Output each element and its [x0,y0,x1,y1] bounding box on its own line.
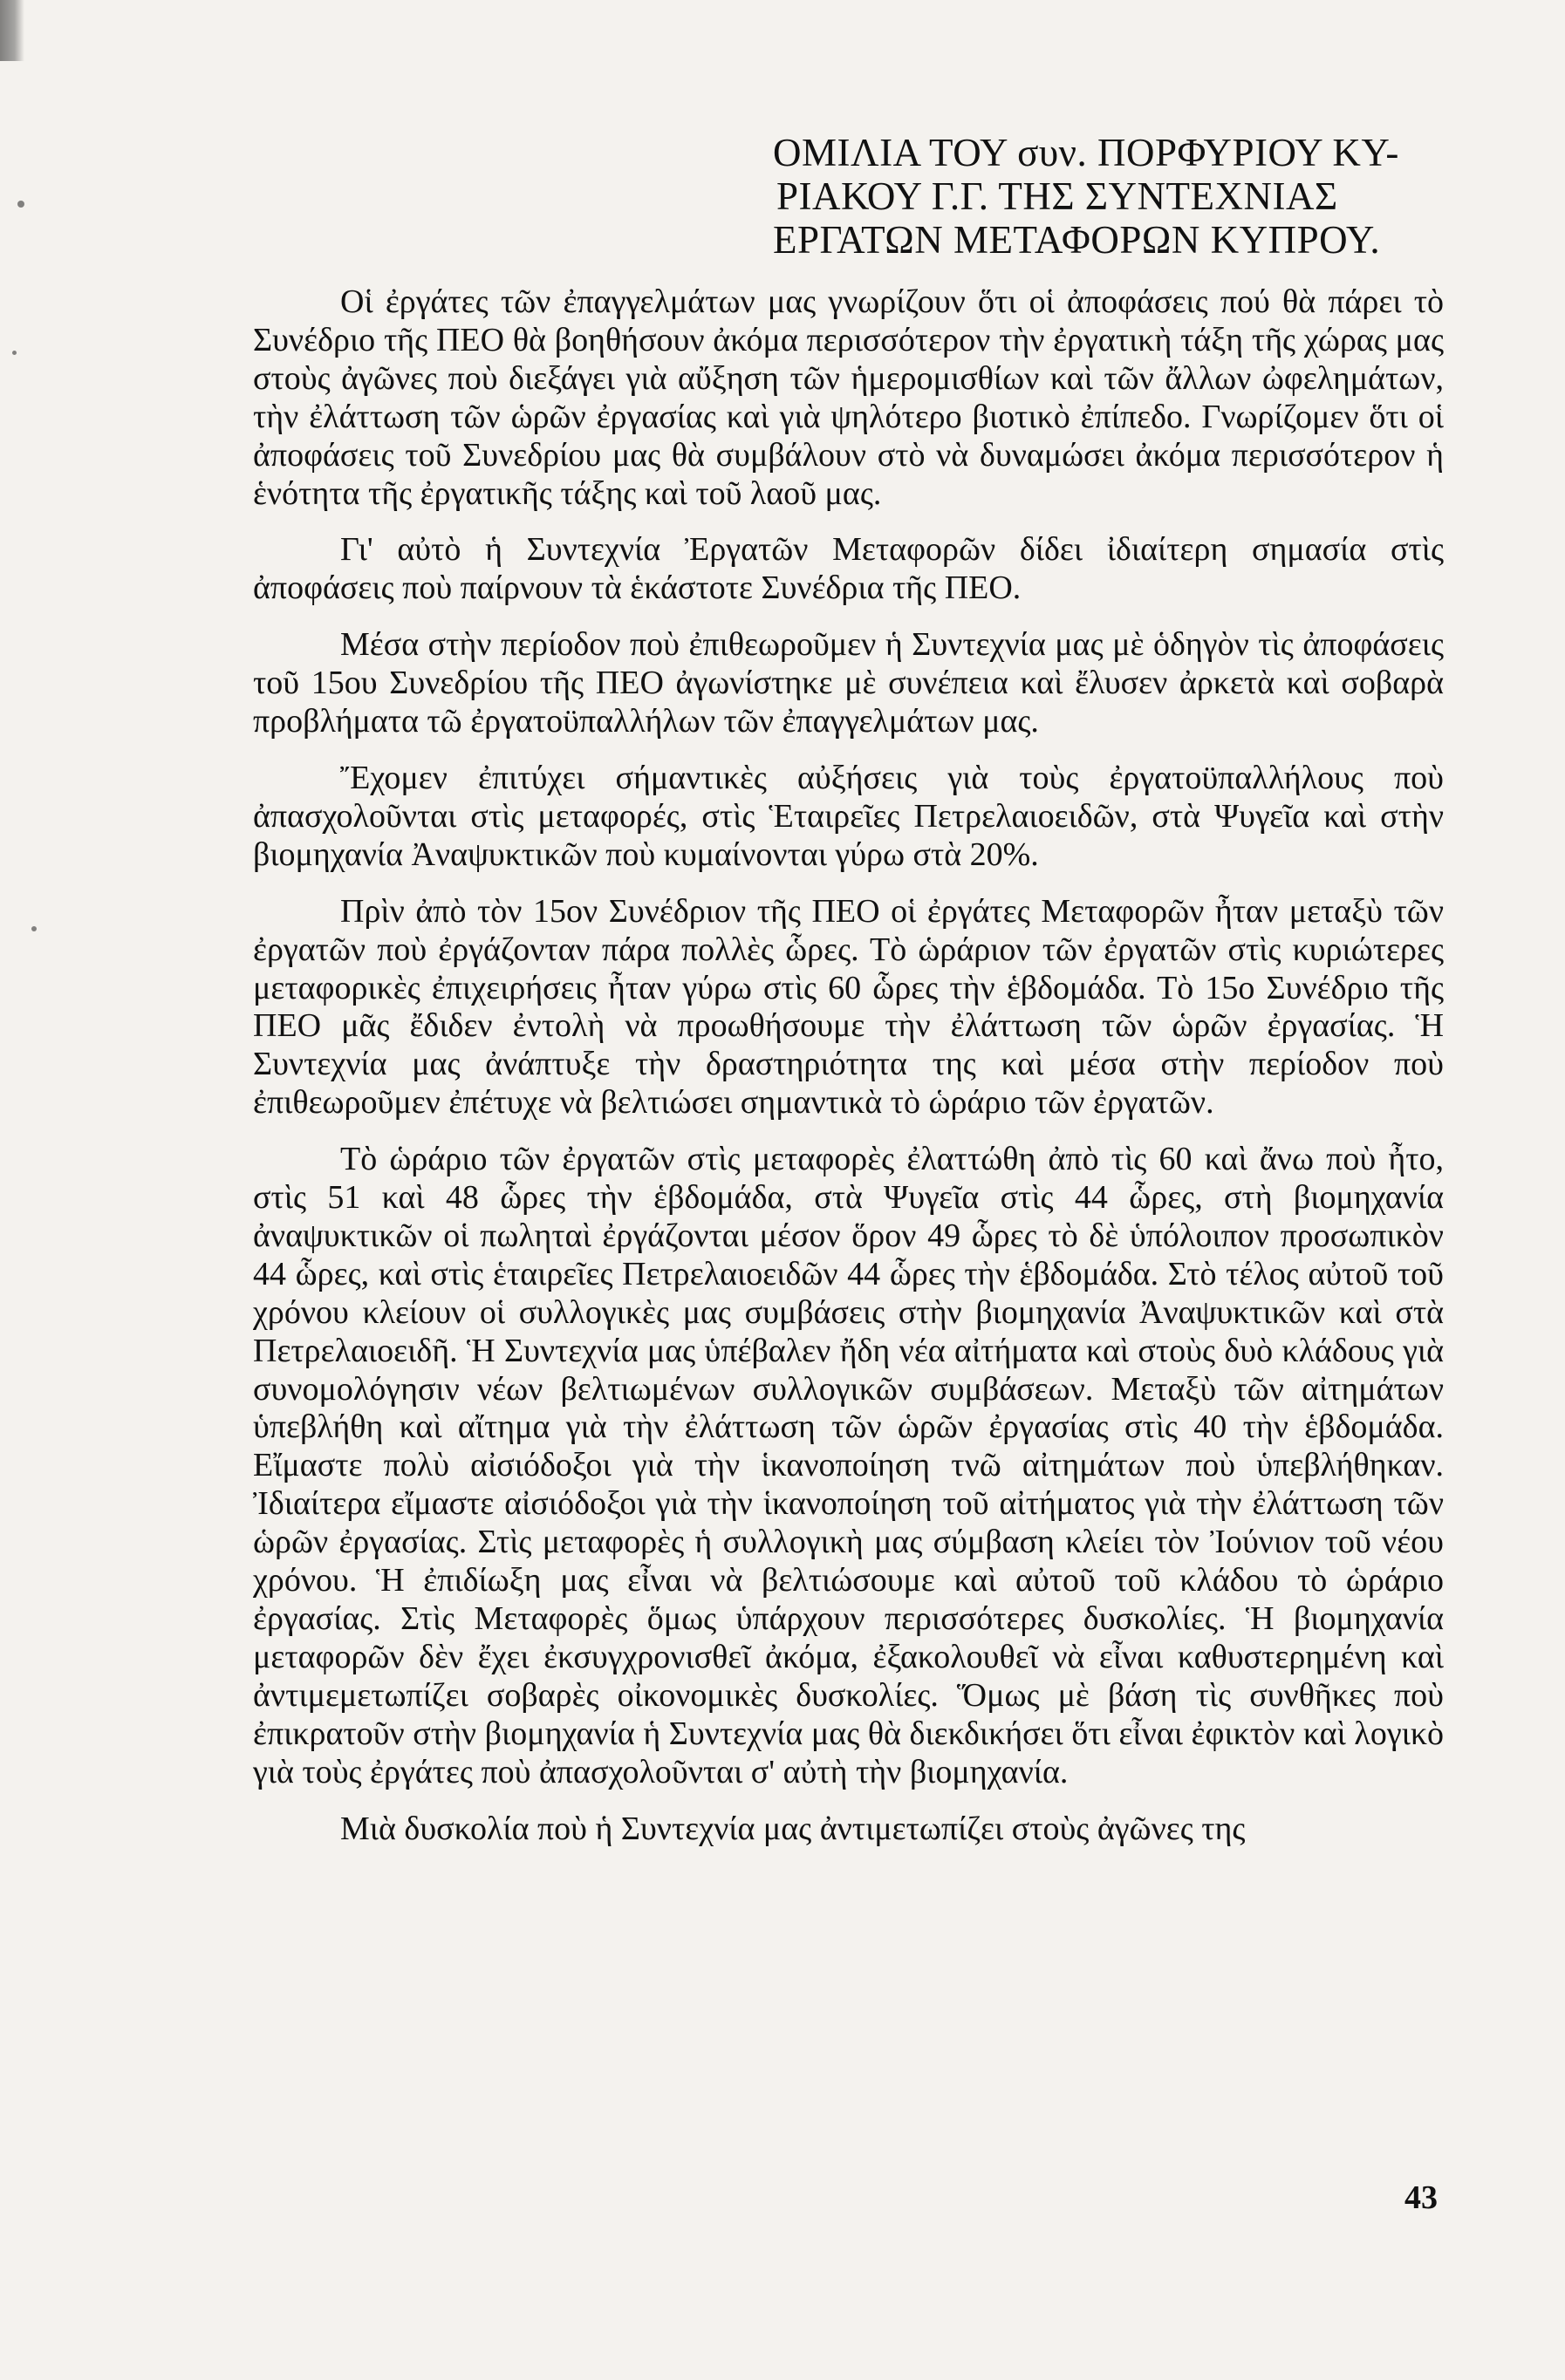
paragraph: Γι' αὐτὸ ἡ Συντεχνία Ἐργατῶν Μεταφορῶν δίδει ἰδιαίτερη σημασία στὶς ἀποφάσεις ποὺ παίρνουν τὰ ἑκάστοτε Συνέδρια τῆς ΠΕΟ. [253,531,1444,607]
body-text [253,283,1444,1866]
scan-speck [31,926,37,931]
heading-line-1: ΟΜΙΛΙΑ ΤΟΥ συν. ΠΟΡΦΥΡΙΟΥ ΚΥ- [773,131,1399,174]
heading-line-3: ΕΡΓΑΤΩΝ ΜΕΤΑΦΟΡΩΝ ΚΥΠΡΟΥ. [773,218,1381,262]
heading-line-2: ΡΙΑΚΟΥ Γ.Γ. ΤΗΣ ΣΥΝΤΕΧΝΙΑΣ [776,174,1338,218]
paragraph: Μιὰ δυσκολία ποὺ ἡ Συντεχνία μας ἀντιμετωπίζει στοὺς ἀγῶνες της [340,1810,1246,1847]
scan-speck [12,351,17,355]
scan-edge-shadow [0,0,24,61]
scan-speck [17,201,24,208]
speech-heading [773,131,1445,262]
page-number: 43 [1404,2179,1438,2216]
paragraph: Τὸ ὡράριο τῶν ἐργατῶν στὶς μεταφορὲς ἐλαττώθη ἀπὸ τὶς 60 καὶ ἄνω ποὺ ἦτο, στὶς 51 καὶ 48 ὧρες τὴν ἑβδομάδα, στὰ Ψυγεῖα στὶς 44 ὧρες, στὴ βιομηχανία ἀναψυκτικῶν οἱ πωληταὶ ἐργάζονται μέσον ὅρον 49 ὧρες τὸ δὲ ὑπόλοιπον προσωπικὸν 44 ὧρες, καὶ στὶς ἑταιρεῖες Πετρελαιοειδῶν 44 ὧρες τὴν ἑβδομάδα. Στὸ τέλος αὐτοῦ τοῦ χρόνου κλείουν οἱ συλλογικὲς μας συμβάσεις στὴν βιομηχανία Ἀναψυκτικῶν καὶ στὰ Πετρελαιοειδῆ. Ἡ Συντεχνία μας ὑπέβαλεν ἤδη νέα αἰτήματα καὶ στοὺς δυὸ κλάδους γιὰ συνομολόγησιν νέων βελτιωμένων συλλογικῶν συμβάσεων. Μεταξὺ τῶν αἰτημάτων ὑπεβλήθη καὶ αἴτημα γιὰ τὴν ἐλάττωση τῶν ὡρῶν ἐργασίας στὶς 40 τὴν ἑβδομάδα. Εἴμαστε πολὺ αἰσιόδοξοι γιὰ τὴν ἱκανοποίηση τνῶ αἰτημάτων ποὺ ὑπεβλήθηκαν. Ἰδιαίτερα εἴμαστε αἰσιόδοξοι γιὰ τὴν ἱκανοποίηση τοῦ αἰτήματος γιὰ τὴν ἐλάττωση τῶν ὡρῶν ἐργασίας. Στὶς μεταφορὲς ἡ συλλογικὴ μας σύμβαση κλείει τὸν Ἰούνιον τοῦ νέου χρόνου. Ἡ ἐπιδίωξη μας εἶναι νὰ βελτιώσουμε καὶ αὐτοῦ τοῦ κλάδου τὸ ὡράριο ἐργασίας. Στὶς Μεταφορὲς ὅμως ὑπάρχουν περισσότερες δυσκολίες. Ἡ βιομηχανία μεταφορῶν δὲν ἔχει ἐκσυγχρονισθεῖ ἀκόμα, ἐξακολουθεῖ νὰ εἶναι καθυστερημένη καὶ ἀντιμεμετωπίζει σοβαρὲς οἰκονομικὲς δυσκολίες. Ὅμως μὲ βάση τὶς συνθῆκες ποὺ ἐπικρατοῦν στὴν βιομηχανία ἡ Συντεχνία μας θὰ διεκδικήσει ὅτι εἶναι ἐφικτὸν καὶ λογικὸ γιὰ τοὺς ἐργάτες ποὺ ἀπασχολοῦνται σ' αὐτὴ τὴν βιομηχανία. [253,1141,1444,1790]
paragraph: Πρὶν ἀπὸ τὸν 15ον Συνέδριον τῆς ΠΕΟ οἱ ἐργάτες Μεταφορῶν ἦταν μεταξὺ τῶν ἐργατῶν ποὺ ἐργάζονταν πάρα πολλὲς ὧρες. Τὸ ὡράριον τῶν ἐργατῶν στὶς κυριώτερες μεταφορικὲς ἐπιχειρήσεις ἦταν γύρω στὶς 60 ὧρες τὴν ἑβδομάδα. Τὸ 15ο Συνέδριο τῆς ΠΕΟ μᾶς ἔδιδεν ἐντολὴ νὰ προωθήσουμε τὴν ἐλάττωση τῶν ὡρῶν ἐργασίας. Ἡ Συντεχνία μας ἀνάπτυξε τὴν δραστηριότητα της καὶ μέσα στὴν περίοδον ποὺ ἐπιθεωροῦμεν ἐπέτυχε νὰ βελτιώσει σημαντικὰ τὸ ὡράριο τῶν ἐργατῶν. [253,892,1444,1122]
paragraph: Μέσα στὴν περίοδον ποὺ ἐπιθεωροῦμεν ἡ Συντεχνία μας μὲ ὁδηγὸν τὶς ἀποφάσεις τοῦ 15ου Συνεδρίου τῆς ΠΕΟ ἀγωνίστηκε μὲ συνέπεια καὶ ἔλυσεν ἀρκετὰ καὶ σοβαρὰ προβλήματα τῶ ἐργατοϋπαλλήλων τῶν ἐπαγγελμάτων μας. [253,626,1444,740]
paragraph: Ἔχομεν ἐπιτύχει σήμαντικὲς αὐξήσεις γιὰ τοὺς ἐργατοϋπαλλήλους ποὺ ἀπασχολοῦνται στὶς μεταφορές, στὶς Ἑταιρεῖες Πετρελαιοειδῶν, στὰ Ψυγεῖα καὶ στὴν βιομηχανία Ἀναψυκτικῶν ποὺ κυμαίνονται γύρω στὰ 20%. [253,759,1444,873]
paragraph: Οἱ ἐργάτες τῶν ἐπαγγελμάτων μας γνωρίζουν ὅτι οἱ ἀποφάσεις πού θὰ πάρει τὸ Συνέδριο τῆς ΠΕΟ θὰ βοηθήσουν ἀκόμα περισσότερον τὴν ἐργατικὴ τάξη τῆς χώρας μας στοὺς ἀγῶνες ποὺ διεξάγει γιὰ αὔξηση τῶν ἡμερομισθίων καὶ τῶν ἄλλων ὠφελημάτων, τὴν ἐλάττωση τῶν ὡρῶν ἐργασίας καὶ γιὰ ψηλότερο βιοτικὸ ἐπίπεδο. Γνωρίζομεν ὅτι οἱ ἀποφάσεις τοῦ Συνεδρίου μας θὰ συμβάλουν στὸ νὰ δυναμώσει ἀκόμα περισσότερον ἡ ἑνότητα τῆς ἐργατικῆς τάξης καὶ τοῦ λαοῦ μας. [253,283,1444,512]
